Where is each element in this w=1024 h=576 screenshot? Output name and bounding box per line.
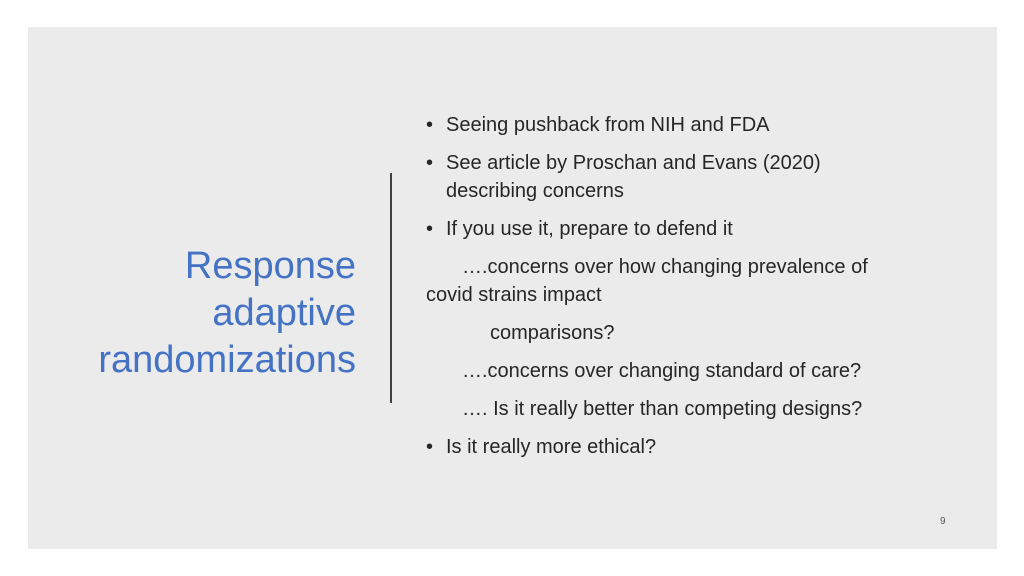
bullet-dot: •	[426, 114, 434, 136]
sub-item: …. Is it really better than competing designs?	[462, 398, 863, 420]
title-line-2: adaptive	[212, 292, 356, 334]
slide	[28, 27, 997, 549]
bullet-dot: •	[426, 218, 434, 240]
bullet-item	[426, 433, 966, 461]
slide-title	[36, 243, 356, 384]
sub-item: ….concerns over changing standard of care?	[462, 360, 862, 382]
bullet-text: See article by Proschan and Evans (2020)	[446, 152, 821, 174]
bullet-dot: •	[426, 152, 434, 174]
page-number: 9	[940, 516, 946, 527]
bullet-dot: •	[426, 436, 434, 458]
bullet-text-continued: describing concerns	[446, 180, 624, 202]
bullet-item	[426, 215, 966, 243]
bullet-text: Seeing pushback from NIH and FDA	[446, 114, 770, 136]
bullet-item	[426, 149, 966, 205]
vertical-divider	[390, 173, 392, 403]
title-line-3: randomizations	[98, 339, 356, 381]
sub-item-continued: comparisons?	[490, 322, 615, 344]
bullet-text: If you use it, prepare to defend it	[446, 218, 733, 240]
sub-item	[426, 253, 966, 309]
bullet-text: Is it really more ethical?	[446, 436, 657, 458]
sub-item-text: ….concerns over how changing prevalence of	[462, 256, 868, 278]
title-line-1: Response	[184, 245, 356, 287]
sub-item-text-continued: covid strains impact	[426, 284, 602, 306]
slide-body	[426, 111, 966, 471]
bullet-item	[426, 111, 966, 139]
